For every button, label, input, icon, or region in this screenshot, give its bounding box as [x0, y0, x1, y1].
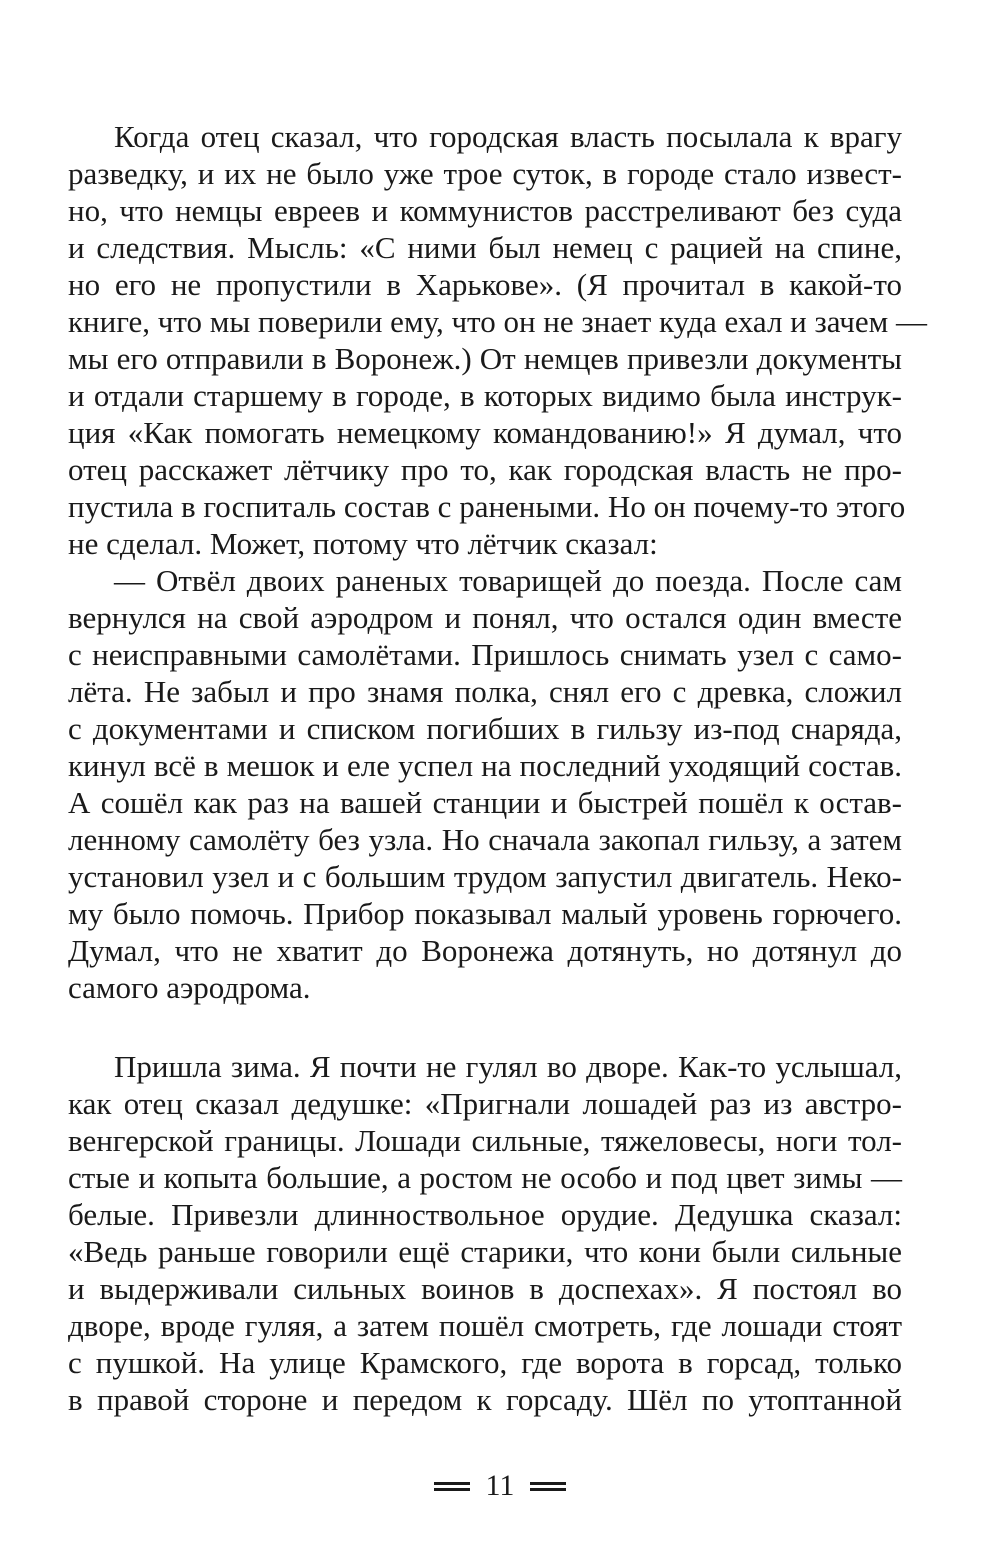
text-line: А сошёл как раз на вашей станции и быстрей пошёл к остав-	[68, 785, 902, 820]
text-line: мы его отправили в Воронеж.) От немцев привезли документы	[68, 341, 902, 376]
text-line: лёта. Не забыл и про знамя полка, снял его с древка, сложил	[68, 674, 902, 709]
page-footer	[0, 1466, 1000, 1504]
text-line: стые и копыта большие, а ростом не особо и под цвет зимы —	[68, 1160, 902, 1195]
text-line: но, что немцы евреев и коммунистов расстреливают без суда	[68, 193, 902, 228]
text-line: с документами и списком погибших в гильзу из-под снаряда,	[68, 711, 902, 746]
text-line: ция «Как помогать немецкому командованию!» Я думал, что	[68, 415, 902, 450]
paragraph-2	[68, 1048, 902, 1418]
text-line: разведку, и их не было уже трое суток, в городе стало извест-	[68, 156, 902, 191]
text-line: книге, что мы поверили ему, что он не знает куда ехал и зачем —	[68, 304, 927, 339]
text-line: но его не пропустили в Харькове». (Я прочитал в какой-то	[68, 267, 902, 302]
text-line: ленному самолёту без узла. Но сначала закопал гильзу, а затем	[68, 822, 902, 857]
text-line: и отдали старшему в городе, в которых видимо была инструк-	[68, 378, 902, 413]
dialogue-line: — Отвёл двоих раненых товарищей до поезда. После сам	[114, 563, 902, 598]
text-line: венгерской границы. Лошади сильные, тяжеловесы, ноги тол-	[68, 1123, 902, 1158]
page-body	[68, 118, 927, 1418]
text-line: отец расскажет лётчику про то, как городская власть не про-	[68, 452, 902, 487]
text-line: как отец сказал дедушке: «Пригнали лошадей раз из австро-	[68, 1086, 902, 1121]
text-line: Когда отец сказал, что городская власть посылала к врагу	[114, 119, 902, 154]
text-line: му было помочь. Прибор показывал малый уровень горючего.	[68, 896, 902, 931]
text-line: с пушкой. На улице Крамского, где ворота в горсад, только	[68, 1345, 902, 1380]
text-line: «Ведь раньше говорили ещё старики, что кони были сильные	[68, 1234, 902, 1269]
text-line: и выдерживали сильных воинов в доспехах». Я постоял во	[68, 1271, 902, 1306]
text-line: установил узел и с большим трудом запустил двигатель. Неко-	[68, 859, 902, 894]
text-line: дворе, вроде гуляя, а затем пошёл смотреть, где лошади стоят	[68, 1308, 902, 1343]
text-line: с неисправными самолётами. Пришлось снимать узел с само-	[68, 637, 902, 672]
text-line: Пришла зима. Я почти не гулял во дворе. Как-то услышал,	[114, 1049, 902, 1084]
text-line: Думал, что не хватит до Воронежа дотянуть, но дотянул до	[68, 933, 902, 968]
text-line: вернулся на свой аэродром и понял, что остался один вместе	[68, 600, 902, 635]
text-line: самого аэродрома.	[68, 970, 311, 1005]
text-line: и следствия. Мысль: «С ними был немец с рацией на спине,	[68, 230, 902, 265]
text-line: пустила в госпиталь состав с ранеными. Но он почему-то этого	[68, 489, 906, 524]
text-line: кинул всё в мешок и еле успел на последний уходящий состав.	[68, 748, 902, 783]
paragraph-1	[68, 118, 927, 1006]
text-line: белые. Привезли длинноствольное орудие. Дедушка сказал:	[68, 1197, 902, 1232]
page-number: 11	[485, 1469, 515, 1503]
text-line: в правой стороне и передом к горсаду. Шёл по утоптанной	[68, 1382, 902, 1417]
text-line: не сделал. Может, потому что лётчик сказал:	[68, 526, 658, 561]
folio-ornament-right	[530, 1482, 566, 1491]
folio-ornament-left	[434, 1482, 470, 1491]
